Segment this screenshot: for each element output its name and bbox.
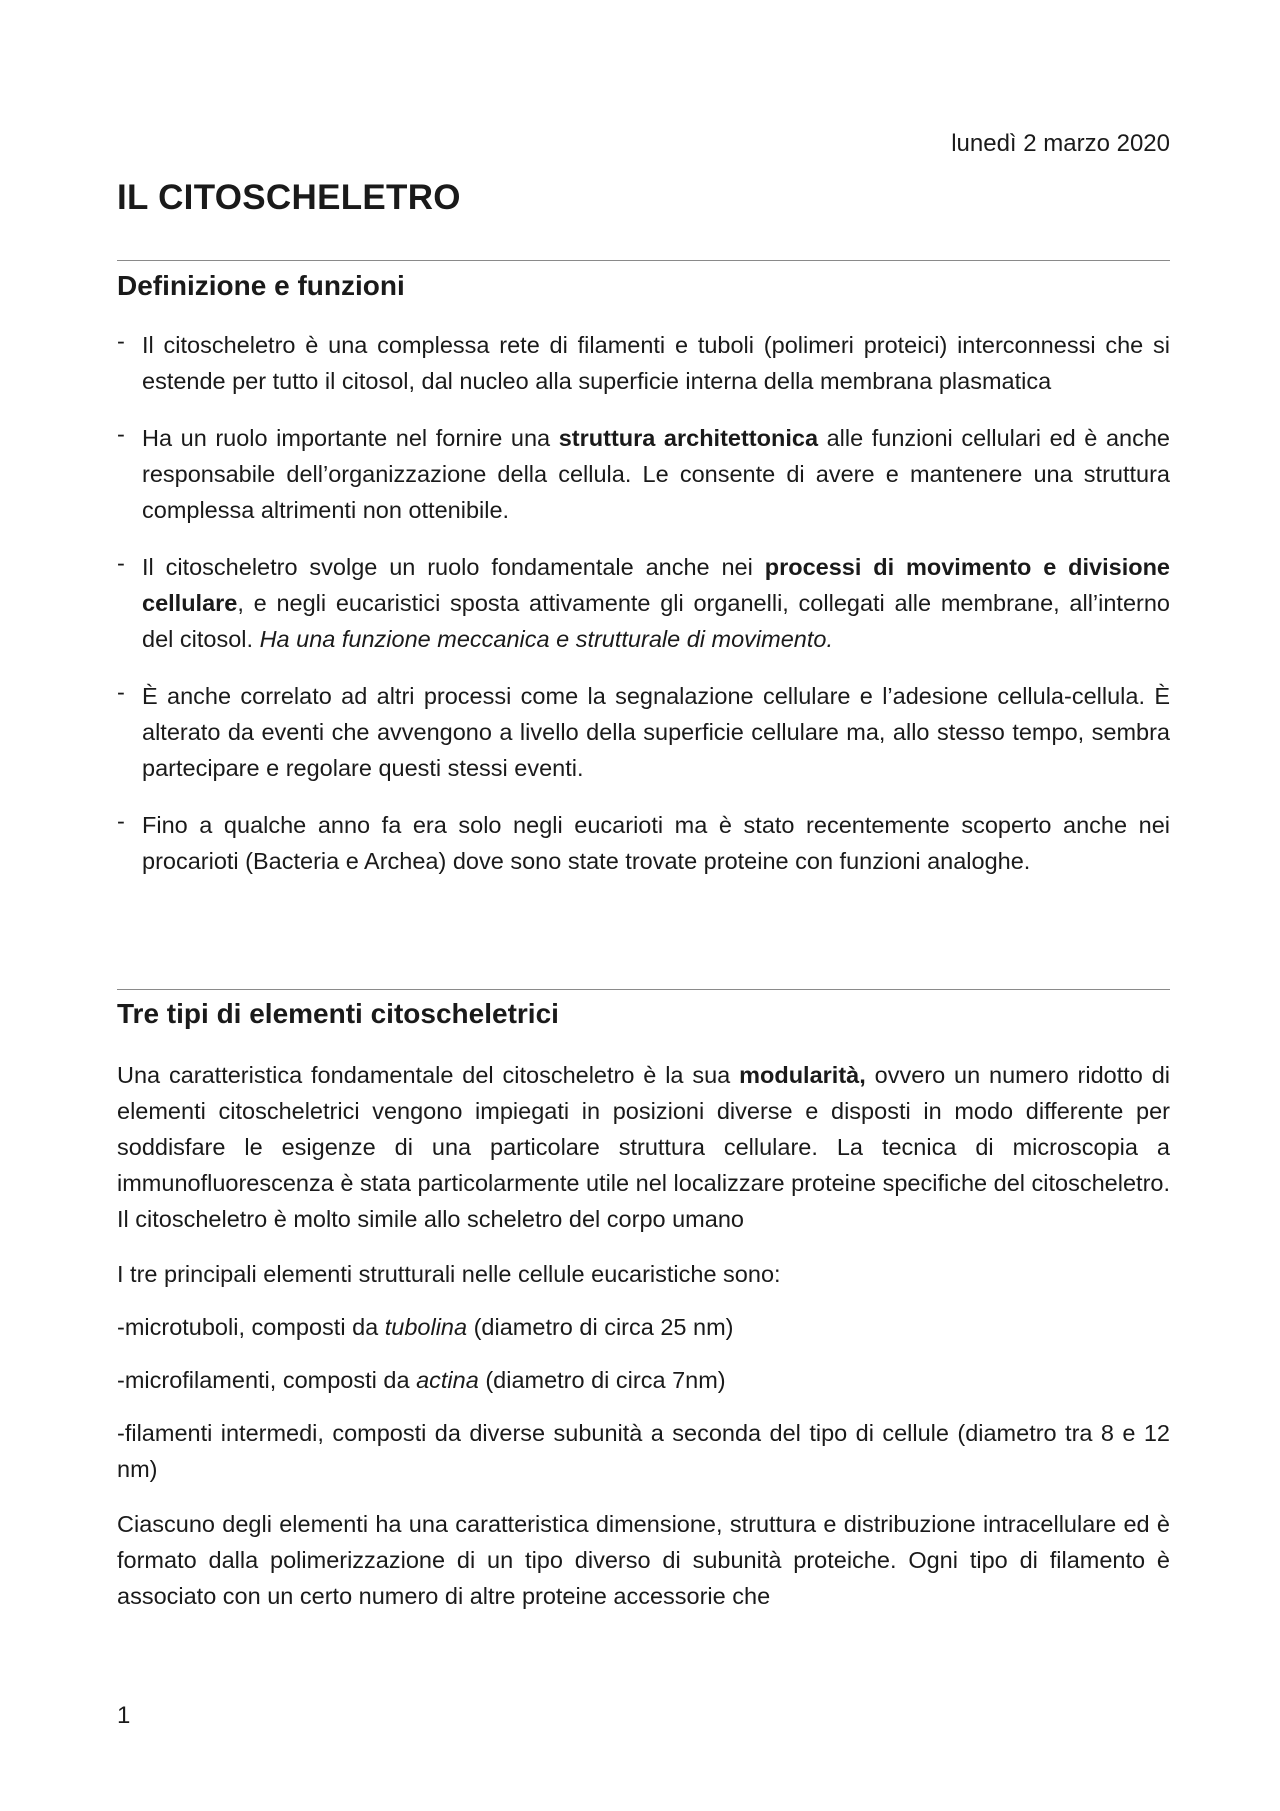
text-run: I tre principali elementi strutturali nelle cellule eucaristiche sono: [117,1261,781,1287]
text-run: Il citoscheletro svolge un ruolo fondamentale anche nei [142,554,765,580]
text-run: , e negli eucaristici sposta attivamente gli organelli, collegati alle membrane, all’interno del citosol. [142,590,1170,652]
document-title: IL CITOSCHELETRO [117,178,461,217]
bullet-list [117,327,1170,879]
bold-text: modularità, [739,1062,866,1088]
text-run: Ciascuno degli elementi ha una caratteristica dimensione, struttura e distribuzione intracellulare ed è formato dalla polimerizzazione di un tipo diverso di subunità proteiche. Ogni tipo di filamento è associato con un certo numero di altre proteine accessorie che [117,1511,1170,1609]
bullet-dash: - [117,550,125,576]
text-run: -microfilamenti, composti da [117,1367,417,1393]
paragraph [117,1362,1170,1398]
text-run: Fino a qualche anno fa era solo negli eucarioti ma è stato recentemente scoperto anche nei procarioti (Bacteria e Archea) dove sono state trovate proteine con funzioni analoghe. [142,812,1170,874]
page-number: 1 [117,1702,131,1729]
text-run: Il citoscheletro è una complessa rete di filamenti e tuboli (polimeri proteici) interconnessi che si estende per tutto il citosol, dal nucleo alla superficie interna della membrana plasmatica [142,332,1170,394]
italic-text: tubolina [384,1314,468,1340]
bullet-item [117,678,1170,786]
text-run: -microtuboli, composti da [117,1314,385,1340]
text-run: (diametro di circa 25 nm) [467,1314,734,1340]
text-run: Ha un ruolo importante nel fornire una [142,425,559,451]
document-page [117,0,1170,1811]
italic-text: Ha una funzione meccanica e strutturale di movimento. [259,626,833,652]
italic-text: actina [416,1367,479,1393]
text-run: (diametro di circa 7nm) [478,1367,726,1393]
bold-text: processi di movimento e divisione cellulare [142,554,1170,616]
bullet-item [117,549,1170,657]
text-run: ovvero un numero ridotto di elementi citoscheletrici vengono impiegati in posizioni diverse e disposti in modo differente per soddisfare le esigenze di una particolare struttura cellulare. La tecnica di microscopia a immunofluorescenza è stata particolarmente utile nel localizzare proteine specifiche del citoscheletro. Il citoscheletro è molto simile allo scheletro del corpo umano [117,1062,1170,1232]
bullet-dash: - [117,421,125,447]
paragraph [117,1506,1170,1614]
text-run: -filamenti intermedi, composti da diverse subunità a seconda del tipo di cellule (diametro tra 8 e 12 nm) [117,1420,1170,1482]
bullet-item [117,807,1170,879]
bullet-dash: - [117,679,125,705]
paragraph [117,1415,1170,1487]
bullet-item [117,420,1170,528]
section-divider [117,989,1170,990]
paragraph [117,1256,1170,1292]
bold-text: struttura architettonica [558,425,819,451]
text-run: È anche correlato ad altri processi come la segnalazione cellulare e l’adesione cellula-cellula. È alterato da eventi che avvengono a livello della superficie cellulare ma, allo stesso tempo, sembra partecipare e regolare questi stessi eventi. [142,683,1170,781]
document-date: lunedì 2 marzo 2020 [951,130,1170,157]
text-run: alle funzioni cellulari ed è anche responsabile dell’organizzazione della cellula. Le consente di avere e mantenere una struttura complessa altrimenti non ottenibile. [142,425,1170,523]
bullet-dash: - [117,808,125,834]
section-heading-definizione: Definizione e funzioni [117,270,405,301]
section-tipi-body [117,1057,1170,1633]
bullet-item [117,327,1170,399]
section-heading-tipi: Tre tipi di elementi citoscheletrici [117,998,559,1029]
section-divider [117,260,1170,261]
bullet-dash: - [117,328,125,354]
section-definizione-body [117,327,1170,900]
paragraph [117,1057,1170,1237]
text-run: Una caratteristica fondamentale del citoscheletro è la sua [117,1062,740,1088]
paragraph [117,1309,1170,1345]
